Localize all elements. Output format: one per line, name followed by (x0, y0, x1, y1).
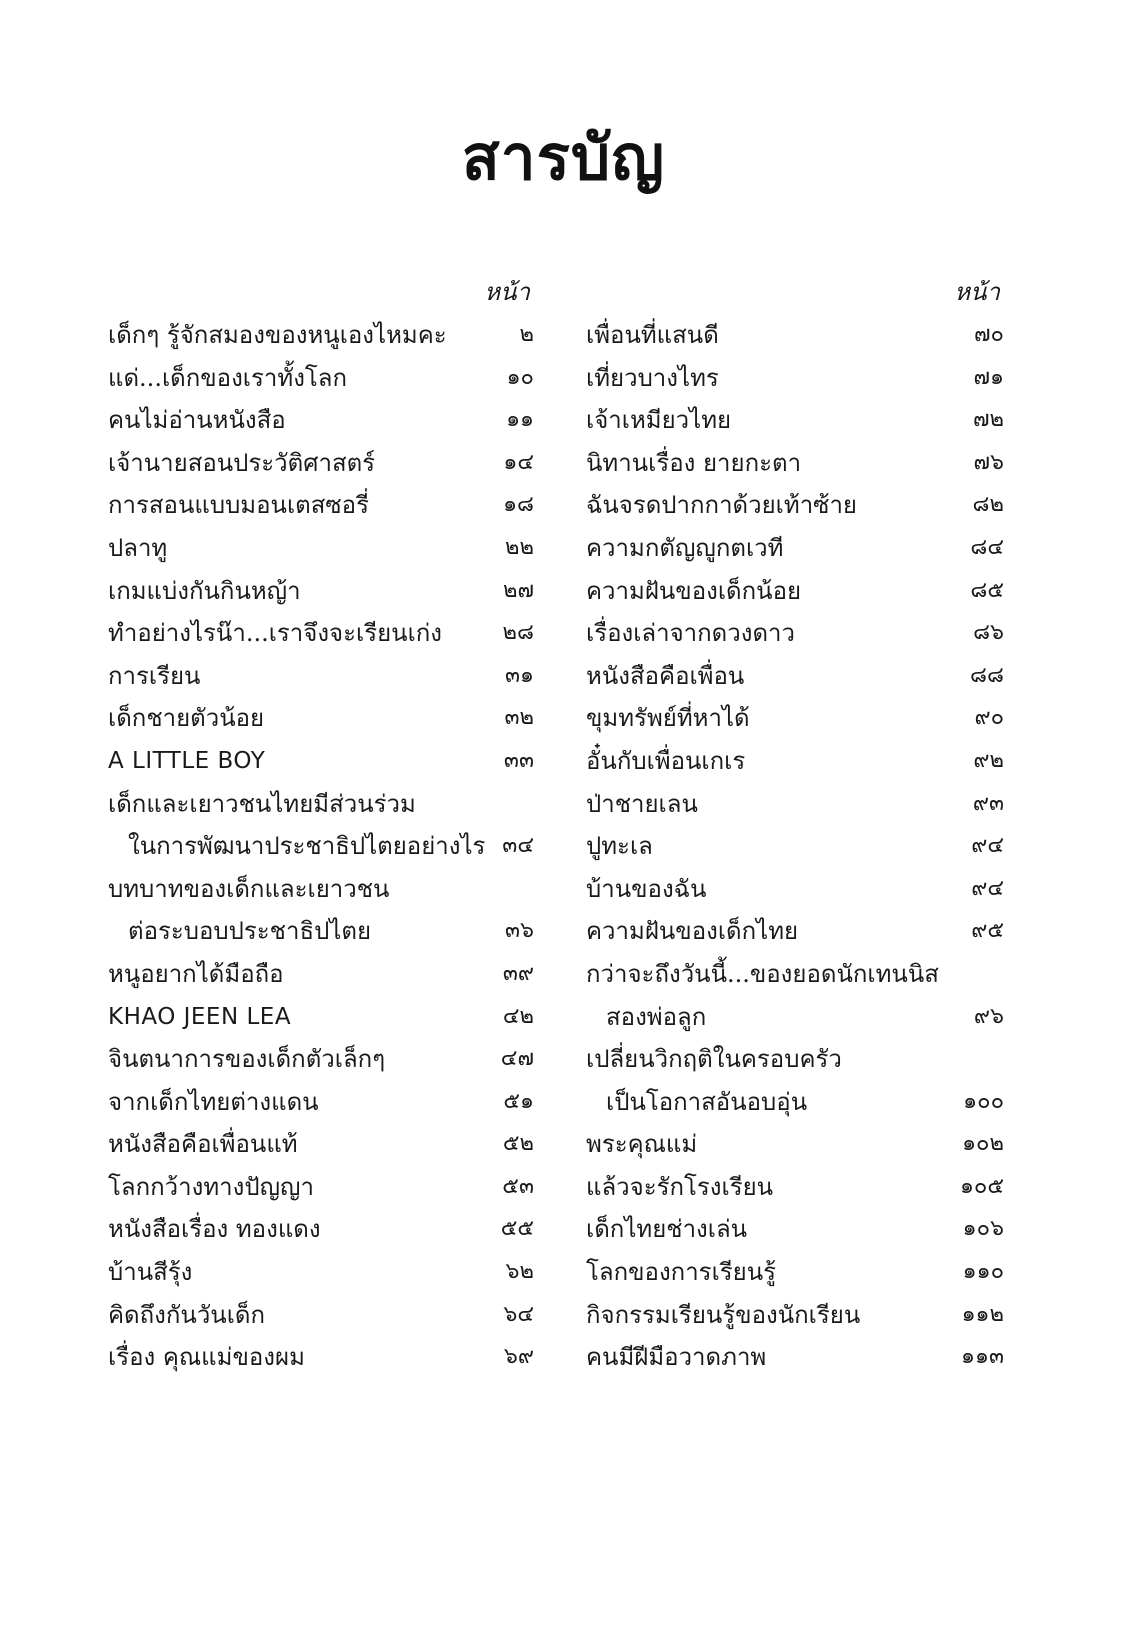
toc-entry-page: ๖๔ (503, 1301, 534, 1327)
toc-entry (578, 1208, 1010, 1251)
toc-entry (100, 868, 540, 911)
toc-entry-page: ๑๘ (503, 492, 534, 518)
toc-left-column (100, 270, 540, 1379)
toc-entry (578, 740, 1010, 783)
toc-entry-page: ๖๙ (503, 1344, 534, 1370)
toc-entry-page: ๔๗ (500, 1046, 534, 1072)
toc-entry (100, 399, 540, 442)
toc-entry-title: เป็นโอกาสอันอบอุ่น (606, 1087, 808, 1116)
toc-entry-title: เจ้านายสอนประวัติศาสตร์ (108, 448, 376, 477)
toc-entry (100, 783, 540, 826)
toc-entry-page: ๙๓ (972, 790, 1004, 816)
toc-entry-page: ๒ (519, 322, 534, 347)
toc-entry (578, 527, 1010, 570)
toc-entry-title: อั๋นกับเพื่อนเกเร (586, 746, 746, 775)
toc-entry (578, 399, 1010, 442)
toc-entry (100, 1251, 540, 1294)
toc-entry-title: หนังสือเรื่อง ทองแดง (108, 1215, 321, 1244)
toc-entry (578, 868, 1010, 911)
toc-entry (578, 825, 1010, 868)
toc-entry-title: หนูอยากได้มือถือ (108, 959, 284, 988)
toc-entry-page: ๕๒ (502, 1131, 534, 1157)
toc-entry (578, 1123, 1010, 1166)
toc-entry (578, 1081, 1010, 1124)
toc-entry (100, 825, 540, 868)
toc-entry-title: พระคุณแม่ (586, 1130, 698, 1159)
toc-entry-page: ๑๐๕ (959, 1173, 1004, 1199)
toc-entry-title: A LITTLE BOY (108, 747, 266, 774)
toc-entry (100, 655, 540, 698)
toc-entry-page: ๘๖ (973, 620, 1004, 646)
toc-entry (578, 1294, 1010, 1337)
toc-entry-page: ๙๒ (973, 747, 1004, 773)
toc-entry-page: ๒๘ (502, 620, 534, 646)
toc-entry-page: ๓๑ (504, 662, 534, 688)
toc-entry-title: KHAO JEEN LEA (108, 1003, 292, 1030)
toc-entry-title: บทบาทของเด็กและเยาวชน (108, 874, 390, 903)
toc-entry (578, 1336, 1010, 1379)
toc-entry-page: ๑๐๐ (963, 1088, 1004, 1114)
toc-entry-page: ๑๑๓ (961, 1344, 1004, 1370)
toc-entry (578, 357, 1010, 400)
toc-entry (100, 1038, 540, 1081)
toc-entry (578, 1166, 1010, 1209)
toc-entry-title: คนมีฝีมือวาดภาพ (586, 1343, 767, 1372)
toc-entry-page: ๓๒ (504, 705, 534, 731)
toc-entry-page: ๓๖ (504, 918, 534, 944)
toc-entry-page: ๗๐ (974, 322, 1004, 347)
toc-entry (100, 484, 540, 527)
toc-entry-title: คิดถึงกันวันเด็ก (108, 1300, 266, 1329)
toc-entry (578, 484, 1010, 527)
toc-entry (578, 996, 1010, 1039)
toc-entry-title: นิทานเรื่อง ยายกะตา (586, 448, 802, 477)
toc-entry (578, 953, 1010, 996)
toc-entry-page: ๘๔ (970, 534, 1004, 560)
toc-entry-page: ๓๓ (503, 747, 534, 773)
toc-entry-title: เรื่องเล่าจากดวงดาว (586, 619, 796, 648)
toc-entry-page: ๑๑ (506, 407, 534, 433)
toc-entry (578, 314, 1010, 357)
toc-entry-title: การสอนแบบมอนเตสซอรี่ (108, 491, 369, 520)
toc-entry (100, 740, 540, 783)
toc-entry-page: ๘๕ (970, 577, 1004, 603)
toc-entry (100, 314, 540, 357)
toc-entry-page: ๙๔ (971, 833, 1004, 859)
toc-entry-title: ขุมทรัพย์ที่หาได้ (586, 704, 750, 733)
toc-entry (100, 1336, 540, 1379)
toc-entry-title: สองพ่อลูก (606, 1002, 707, 1031)
toc-entry-title: เด็กๆ รู้จักสมองของหนูเองไหมคะ (108, 321, 447, 349)
toc-entry-page: ๗๒ (972, 407, 1004, 433)
toc-entry-page: ๗๖ (973, 449, 1004, 475)
toc-entry (578, 910, 1010, 953)
toc-entry-page: ๙๕ (971, 918, 1004, 944)
toc-entry (100, 1294, 540, 1337)
toc-entry-page: ๙๐ (974, 705, 1004, 731)
toc-entry-title: กว่าจะถึงวันนี้...ของยอดนักเทนนิส (586, 959, 939, 988)
toc-entry-title: โลกของการเรียนรู้ (586, 1258, 777, 1287)
toc-entry (100, 1166, 540, 1209)
toc-entry-title: หนังสือคือเพื่อน (586, 661, 745, 690)
toc-entry-page: ๖๒ (505, 1259, 534, 1285)
toc-entry (100, 1208, 540, 1251)
toc-entry-title: แด่...เด็กของเราทั้งโลก (108, 363, 348, 392)
toc-entry (578, 1038, 1010, 1081)
toc-right-column (578, 270, 1010, 1379)
toc-entry-title: ความฝันของเด็กน้อย (586, 576, 802, 605)
toc-entry-title: โลกกว้างทางปัญญา (108, 1172, 314, 1201)
toc-entry-page: ๑๐ (506, 364, 534, 390)
toc-entry-page: ๙๔ (971, 875, 1004, 901)
toc-entry-page: ๒๒ (504, 534, 534, 560)
toc-entry-page: ๕๕ (500, 1216, 534, 1242)
toc-entry-title: เด็กและเยาวชนไทยมีส่วนร่วม (108, 789, 416, 818)
page-column-header: หน้า (954, 278, 1000, 306)
toc-entry (100, 1123, 540, 1166)
toc-entry-title: บ้านของฉัน (586, 874, 707, 903)
toc-entry-page: ๗๑ (973, 364, 1004, 390)
toc-entry-page: ๔๒ (502, 1003, 534, 1029)
toc-entry-page: ๓๙ (502, 960, 534, 986)
toc-entry-title: ปลาทู (108, 533, 168, 562)
toc-entry-title: เด็กชายตัวน้อย (108, 704, 265, 733)
toc-entry-title: กิจกรรมเรียนรู้ของนักเรียน (586, 1300, 861, 1329)
toc-entry-title: ทำอย่างไรน๊า...เราจึงจะเรียนเก่ง (108, 619, 443, 648)
toc-entry-title: คนไม่อ่านหนังสือ (108, 406, 286, 435)
toc-entry-page: ๑๐๖ (962, 1216, 1004, 1242)
toc-entry-title: เจ้าเหมียวไทย (586, 406, 732, 435)
toc-entry (100, 612, 540, 655)
toc-entry-title: ป่าชายเลน (586, 789, 698, 818)
toc-entry (578, 442, 1010, 485)
toc-entry (578, 783, 1010, 826)
toc-entry-page: ๒๗ (502, 577, 534, 603)
toc-entry-title: ความกตัญญูกตเวที (586, 533, 784, 562)
toc-entry-title: บ้านสีรุ้ง (108, 1258, 193, 1287)
toc-entry-title: ฉันจรดปากกาด้วยเท้าซ้าย (586, 491, 857, 520)
toc-entry (578, 570, 1010, 613)
toc-entry (100, 910, 540, 953)
toc-entry-page: ๑๑๐ (962, 1259, 1004, 1285)
toc-entry-page: ๘๘ (970, 662, 1004, 688)
toc-entry-page: ๕๓ (502, 1173, 534, 1199)
toc-entry (100, 442, 540, 485)
toc-entry-page: ๑๔ (503, 449, 534, 475)
toc-entry-title: เด็กไทยช่างเล่น (586, 1215, 748, 1244)
toc-entry-title: เที่ยวบางไทร (586, 363, 719, 392)
toc-entry (578, 655, 1010, 698)
toc-entry-page: ๓๔ (502, 833, 534, 859)
page-title: สารบัญ (461, 121, 666, 194)
toc-entry-title: จากเด็กไทยต่างแดน (108, 1087, 319, 1116)
page-column-header: หน้า (484, 278, 530, 306)
toc-entry (100, 357, 540, 400)
toc-entry-title: ความฝันของเด็กไทย (586, 917, 799, 946)
toc-entry (578, 1251, 1010, 1294)
toc-entry-page: ๘๒ (972, 492, 1004, 518)
toc-entry-title: ต่อระบอบประชาธิปไตย (128, 917, 372, 946)
toc-entry-title: ในการพัฒนาประชาธิปไตยอย่างไร (128, 832, 486, 861)
toc-entry-title: เรื่อง คุณแม่ของผม (108, 1343, 305, 1372)
toc-entry (578, 697, 1010, 740)
toc-entry (100, 527, 540, 570)
toc-entry-title: ปูทะเล (586, 832, 653, 861)
toc-entry-page: ๑๑๒ (961, 1301, 1004, 1327)
toc-entry (100, 953, 540, 996)
toc-entry-title: เกมแบ่งกันกินหญ้า (108, 576, 301, 605)
toc-entry (578, 612, 1010, 655)
toc-entry-page: ๙๖ (973, 1003, 1004, 1029)
toc-entry-title: จินตนาการของเด็กตัวเล็กๆ (108, 1045, 386, 1074)
toc-entry-title: การเรียน (108, 661, 201, 690)
toc-entry (100, 996, 540, 1039)
toc-entry-page: ๑๐๒ (962, 1131, 1004, 1157)
toc-entry-title: เพื่อนที่แสนดี (586, 321, 719, 349)
toc-entry-page: ๕๑ (503, 1088, 534, 1114)
toc-entry (100, 570, 540, 613)
toc-entry (100, 697, 540, 740)
toc-entry-title: เปลี่ยนวิกฤติในครอบครัว (586, 1045, 842, 1074)
toc-entry (100, 1081, 540, 1124)
toc-entry-title: หนังสือคือเพื่อนแท้ (108, 1130, 298, 1159)
toc-entry-title: แล้วจะรักโรงเรียน (586, 1172, 774, 1201)
